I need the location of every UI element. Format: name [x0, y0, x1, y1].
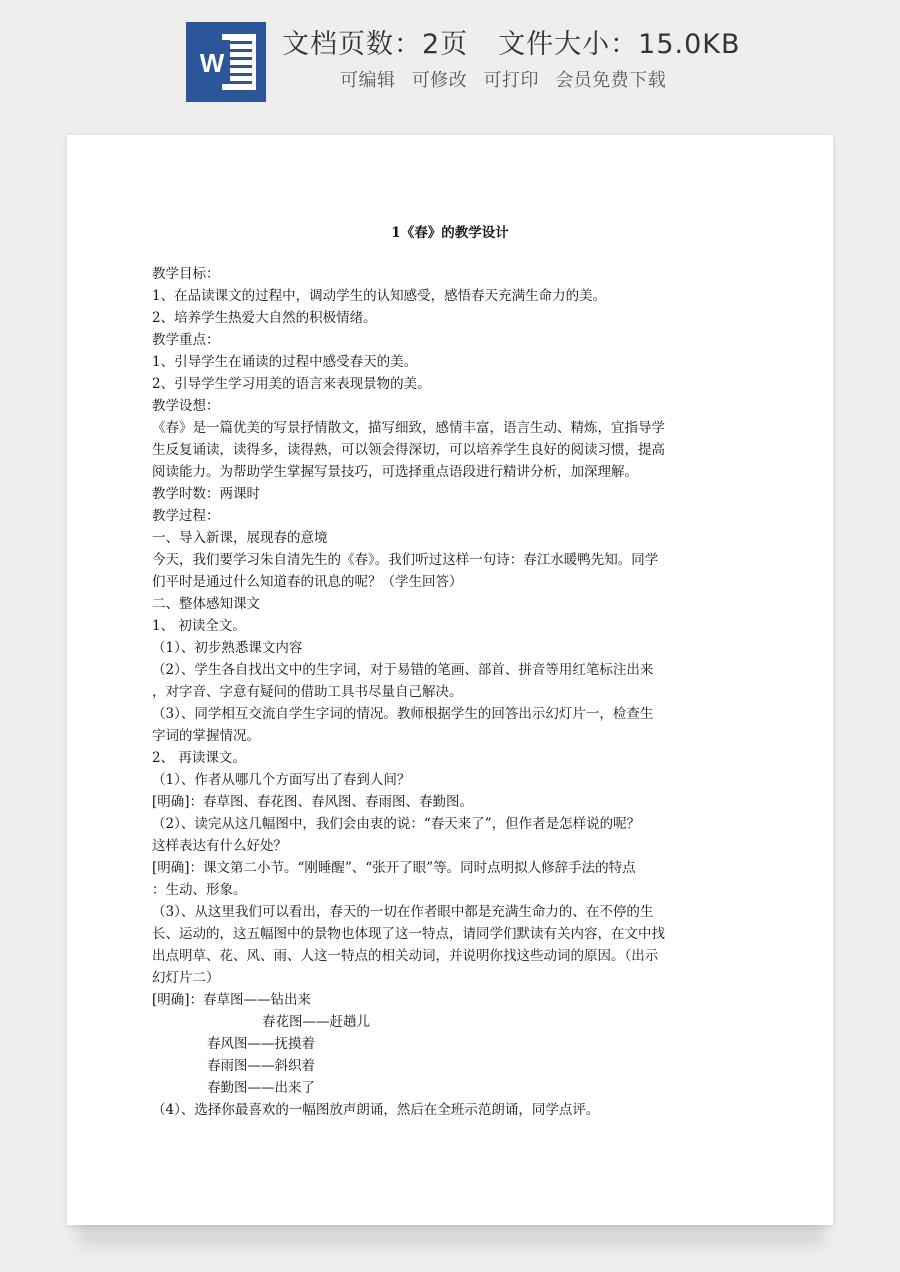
document-body: [152, 263, 687, 1121]
doc-line: [明确]：春草图、春花图、春风图、春雨图、春勤图。: [152, 794, 474, 810]
feature-printable: 可打印: [483, 70, 539, 91]
doc-line: 教学设想：: [152, 398, 220, 414]
doc-line: 生反复诵读，读得多，读得熟，可以领会得深切，可以培养学生良好的阅读习惯，提高: [152, 442, 665, 458]
doc-line: 出点明草、花、风、雨、人这一特点的相关动词，并说明你找这些动词的原因。（出示: [152, 948, 659, 964]
doc-line: 教学时数：两课时: [152, 486, 260, 502]
doc-line: 春雨图——斜织着: [207, 1058, 315, 1074]
feature-editable: 可编辑: [340, 70, 396, 91]
feature-free-download: 会员免费下载: [555, 70, 667, 91]
file-size-label: 文件大小：15.0KB: [498, 29, 741, 60]
doc-line: ，对字音、字意有疑问的借助工具书尽量自己解决。: [152, 684, 463, 700]
doc-line: （2）、读完从这几幅图中，我们会由衷的说：“春天来了”，但作者是怎样说的呢？: [152, 816, 641, 832]
file-info: [282, 22, 741, 61]
word-document-icon: [186, 22, 266, 102]
doc-line: 长、运动的，这五幅图中的景物也体现了这一特点，请同学们默读有关内容，在文中找: [152, 926, 665, 942]
doc-line: 春花图——赶趟儿: [262, 1014, 370, 1030]
doc-line: （1）、初步熟悉课文内容: [152, 640, 303, 656]
feature-list: [340, 66, 676, 92]
doc-line: 2、引导学生学习用美的语言来表现景物的美。: [152, 376, 431, 392]
doc-line: 二、整体感知课文: [152, 596, 260, 612]
doc-line: 这样表达有什么好处？: [152, 838, 287, 854]
doc-line: 春勤图——出来了: [207, 1080, 315, 1096]
doc-line: [明确]：课文第二小节。“刚睡醒”、“张开了眼”等。同时点明拟人修辞手法的特点: [152, 860, 636, 876]
document-title: 1《春》的教学设计: [391, 225, 509, 241]
doc-line: 1、引导学生在诵读的过程中感受春天的美。: [152, 354, 418, 370]
doc-line: ：生动、形象。: [152, 882, 247, 898]
doc-line: 今天，我们要学习朱自清先生的《春》。我们听过这样一句诗：春江水暖鸭先知。同学: [152, 552, 659, 568]
doc-line: 阅读能力。为帮助学生掌握写景技巧，可选择重点语段进行精讲分析，加深理解。: [152, 464, 638, 480]
doc-line: （4）、选择你最喜欢的一幅图放声朗诵，然后在全班示范朗诵，同学点评。: [152, 1102, 600, 1118]
doc-line: 们平时是通过什么知道春的讯息的呢？（学生回答）: [152, 574, 463, 590]
doc-line: 一、导入新课，展现春的意境: [152, 530, 328, 546]
doc-line: 字词的掌握情况。: [152, 728, 260, 744]
feature-modifiable: 可修改: [411, 70, 468, 91]
doc-line: 幻灯片二）: [152, 970, 220, 986]
doc-line: 2、培养学生热爱大自然的积极情绪。: [152, 310, 377, 326]
page-count-label: 文档页数：2页: [282, 29, 469, 60]
doc-line: 教学重点：: [152, 332, 220, 348]
doc-line: （1）、作者从哪几个方面写出了春到人间？: [152, 772, 411, 788]
document-page: [67, 135, 833, 1225]
doc-line: 春风图——抚摸着: [207, 1036, 315, 1052]
doc-line: （3）、从这里我们可以看出，春天的一切在作者眼中都是充满生命力的、在不停的生: [152, 904, 654, 920]
doc-line: 1、 初读全文。: [152, 618, 246, 634]
doc-line: [明确]：春草图——钻出来: [152, 992, 312, 1008]
doc-line: 2、 再读课文。: [152, 750, 246, 766]
doc-line: 教学目标：: [152, 266, 220, 282]
doc-line: 《春》是一篇优美的写景抒情散文，描写细致，感情丰富，语言生动、精炼，宜指导学: [152, 420, 665, 436]
svg-text:W: W: [199, 48, 225, 78]
doc-line: （3）、同学相互交流自学生字词的情况。教师根据学生的回答出示幻灯片一，检查生: [152, 706, 654, 722]
download-header: [0, 0, 900, 120]
doc-line: 教学过程：: [152, 508, 220, 524]
doc-line: （2）、学生各自找出文中的生字词，对于易错的笔画、部首、拼音等用红笔标注出来: [152, 662, 654, 678]
doc-line: 1、在品读课文的过程中，调动学生的认知感受，感悟春天充满生命力的美。: [152, 288, 607, 304]
